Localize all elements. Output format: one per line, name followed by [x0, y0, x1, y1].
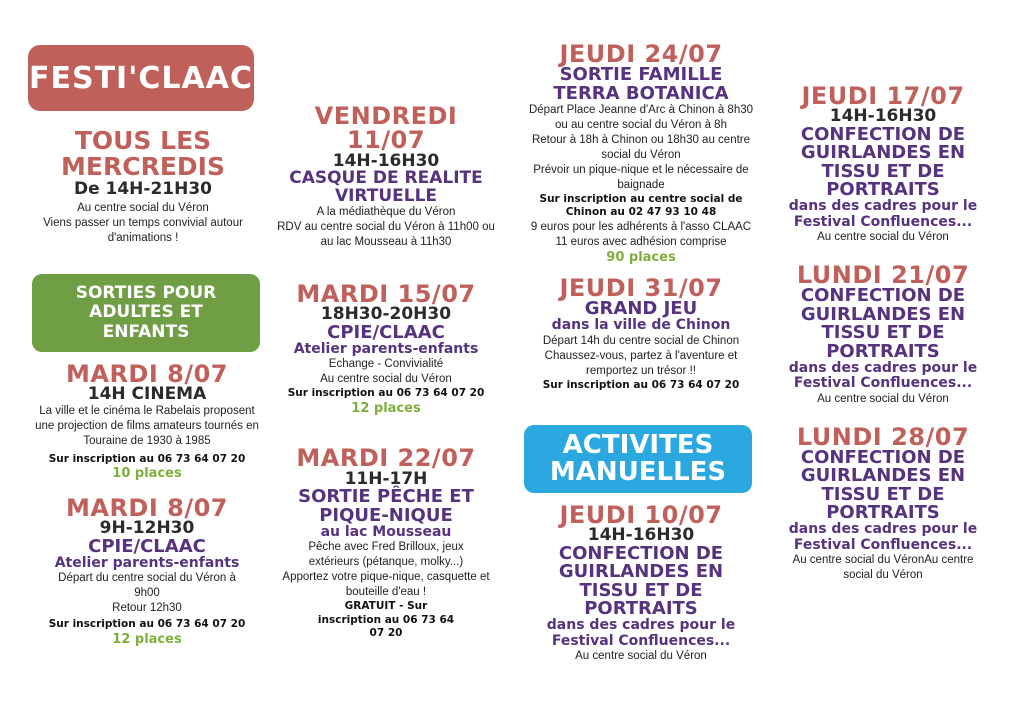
logo-text: FESTI'CLAAC — [29, 60, 253, 96]
event-pricing: 9 euros pour les adhérents à l'asso CLAAC 11 euros avec adhésion comprise — [530, 221, 752, 249]
event-date: MARDI 22/07 — [296, 444, 476, 473]
sorties-badge-text: SORTIES POUR ADULTES ET ENFANTS — [75, 282, 217, 342]
event-title: SORTIE PÊCHE ET PIQUE-NIQUE — [298, 486, 474, 526]
event-title: CONFECTION DE GUIRLANDES EN TISSU ET DE PORTRAITS — [800, 447, 966, 524]
event-title: CONFECTION DE GUIRLANDES EN TISSU ET DE PORTRAITS — [558, 542, 724, 619]
event-location: Au centre social du Véron — [817, 392, 949, 405]
event-title: TOUS LES MERCREDIS — [61, 126, 225, 181]
column-4 — [772, 84, 994, 583]
event-places: 12 places — [351, 400, 421, 416]
event-title: 14H CINEMA — [87, 384, 207, 405]
event-time: 14H-16H30 — [332, 150, 440, 171]
event-date: JEUDI 17/07 — [801, 82, 965, 110]
event-jeudi-17 — [772, 84, 994, 245]
event-date: MARDI 8/07 — [65, 360, 228, 388]
event-subtitle: dans des cadres pour le Festival Confluences... — [788, 198, 978, 230]
event-subtitle: Atelier parents-enfants — [293, 340, 479, 357]
event-subtitle: dans la ville de Chinon — [551, 317, 731, 334]
event-inscription: Sur inscription au centre social de Chinon au 02 47 93 10 48 — [539, 192, 743, 219]
event-jeudi-31 — [526, 273, 756, 393]
event-time: 11H-17H — [344, 468, 428, 489]
event-description: Pêche avec Fred Brilloux, jeux extérieurs (pétanque, molky...) Apportez votre pique-nique, casquette et bouteille d'eau ! — [282, 541, 490, 599]
event-location: Au centre social du Véron — [817, 231, 949, 244]
event-time: 18H30-20H30 — [320, 304, 452, 325]
event-date: MARDI 15/07 — [296, 279, 476, 308]
event-date: LUNDI 21/07 — [796, 260, 970, 289]
event-subtitle: au lac Mousseau — [320, 523, 452, 540]
event-inscription: Sur inscription au 06 73 64 07 20 — [48, 618, 246, 631]
event-title: CONFECTION DE GUIRLANDES EN TISSU ET DE PORTRAITS — [800, 285, 966, 362]
event-date: MARDI 8/07 — [65, 493, 228, 522]
event-cpie-8 — [28, 493, 266, 648]
activites-section-badge — [524, 425, 752, 493]
event-date: JEUDI 10/07 — [559, 501, 723, 529]
column-2 — [272, 104, 500, 641]
event-description: Départ 14h du centre social de Chinon Chaussez-vous, partez à l'aventure et remportez un trésor !! — [542, 334, 740, 377]
event-time: 14H-16H30 — [829, 106, 937, 127]
event-inscription: Sur inscription au 06 73 64 07 20 — [287, 387, 485, 400]
event-subtitle: dans des cadres pour le Festival Confluences... — [546, 617, 736, 649]
event-title: CPIE/CLAAC — [88, 535, 206, 557]
event-description: Départ du centre social du Véron à 9h00 Retour 12h30 — [58, 572, 236, 615]
event-location: Au centre social du Véron — [575, 650, 707, 663]
event-title: CPIE/CLAAC — [327, 321, 445, 343]
event-places: 10 places — [112, 466, 182, 482]
event-subtitle: dans des cadres pour le Festival Confluences... — [788, 521, 978, 553]
event-subtitle: dans des cadres pour le Festival Confluences... — [788, 359, 978, 392]
event-date: VENDREDI 11/07 — [314, 102, 458, 155]
event-time: 9H-12H30 — [99, 518, 195, 539]
event-date: JEUDI 24/07 — [559, 40, 723, 68]
event-description: La ville et le cinéma le Rabelais proposent une projection de films amateurs tournés en Touraine de 1930 à 1985 — [35, 404, 259, 447]
event-description: A la médiathèque du Véron RDV au centre social du Véron à 11h00 ou au lac Mousseau à 11h30 — [277, 205, 495, 248]
event-mardi-15 — [272, 279, 500, 417]
column-3-lower — [526, 503, 756, 664]
column-3 — [526, 42, 756, 392]
activites-badge-text: ACTIVITES MANUELLES — [549, 429, 727, 487]
event-inscription: Sur inscription au 06 73 64 07 20 — [542, 378, 740, 391]
event-mercredis — [28, 128, 258, 246]
event-vendredi-11 — [272, 104, 500, 250]
event-date: LUNDI 28/07 — [796, 422, 970, 451]
event-time: 14H-16H30 — [587, 525, 695, 546]
event-description: Départ Place Jeanne d'Arc à Chinon à 8h30 ou au centre social du Véron à 8h Retour à 18h à Chinon ou 18h30 au centre social du Véron Prévoir un pique-nique et le nécessaire de baignade — [528, 104, 754, 191]
event-mardi-22 — [272, 446, 500, 641]
event-places: 12 places — [112, 631, 182, 647]
event-title: CONFECTION DE GUIRLANDES EN TISSU ET DE PORTRAITS — [800, 123, 966, 200]
event-inscription: Sur inscription au 06 73 64 07 20 — [48, 452, 246, 465]
sorties-section-badge — [32, 274, 260, 352]
event-date: JEUDI 31/07 — [559, 273, 723, 302]
event-title: SORTIE FAMILLE TERRA BOTANICA — [553, 64, 729, 104]
event-cinema — [28, 362, 266, 482]
event-jeudi-10 — [526, 503, 756, 664]
event-lundi-21 — [772, 260, 994, 407]
event-inscription: GRATUIT - Sur inscription au 06 73 64 07 20 — [317, 600, 455, 640]
event-places: 90 places — [606, 249, 676, 265]
event-subtitle: Atelier parents-enfants — [54, 555, 240, 571]
festiclaac-logo — [28, 45, 254, 111]
column-1 — [28, 128, 258, 246]
event-title: CASQUE DE REALITE VIRTUELLE — [289, 168, 483, 206]
event-time: De 14H-21H30 — [73, 179, 213, 199]
event-location: Au centre social du VéronAu centre social du Véron — [792, 554, 974, 582]
event-title: GRAND JEU — [584, 298, 698, 320]
column-1-events — [28, 362, 266, 647]
event-description: Echange - Convivialité Au centre social du Véron — [320, 358, 452, 386]
event-description: Au centre social du Véron Viens passer un temps convivial autour d'animations ! — [43, 202, 243, 245]
event-jeudi-24 — [526, 42, 756, 266]
event-lundi-28 — [772, 422, 994, 584]
